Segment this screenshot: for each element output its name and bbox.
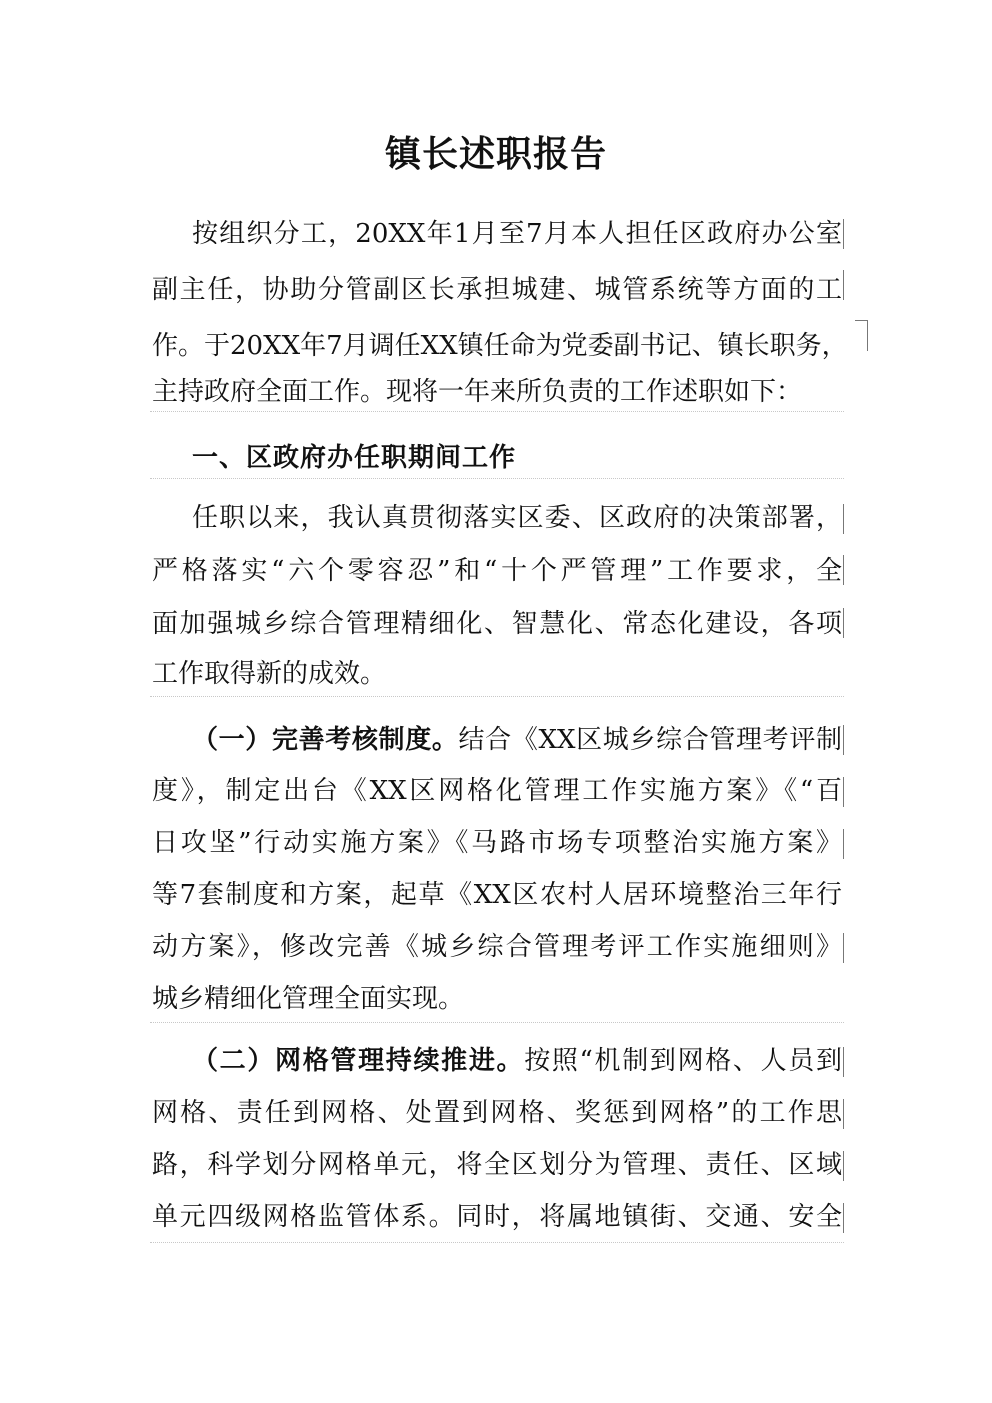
- item1-line-3: 日攻坚”行动实施方案》《马路市场专项整治实施方案》: [152, 828, 842, 858]
- paragraph-divider: [150, 411, 844, 412]
- margin-mark: [843, 270, 844, 300]
- item1-line-2: 度》，制定出台《XX区网格化管理工作实施方案》《“百: [152, 776, 842, 806]
- margin-corner-mark: [855, 320, 868, 351]
- item1-line-1: [192, 712, 842, 768]
- intro-line-2: 副主任，协助分管副区长承担城建、城管系统等方面的工: [152, 275, 842, 305]
- section-heading: 一、区政府办任职期间工作: [192, 443, 517, 473]
- section-para-line-3: 面加强城乡综合管理精细化、智慧化、常态化建设，各项: [152, 609, 842, 639]
- item2-line-3: 路，科学划分网格单元，将全区划分为管理、责任、区域: [152, 1150, 842, 1180]
- margin-mark: [843, 1151, 844, 1181]
- document-title: 镇长述职报告: [384, 133, 607, 175]
- item2-line-4: 单元四级网格监管体系。同时，将属地镇街、交通、安全: [152, 1202, 842, 1232]
- margin-mark: [843, 504, 844, 534]
- section-para-line-1: 任职以来，我认真贯彻落实区委、区政府的决策部署，: [192, 503, 842, 533]
- margin-mark: [843, 1047, 844, 1077]
- section-para-line-2: 严格落实“六个零容忍”和“十个严管理”工作要求，全: [152, 556, 842, 586]
- intro-line-4: 主持政府全面工作。现将一年来所负责的工作述职如下：: [152, 377, 803, 407]
- item1-line-5: 动方案》，修改完善《城乡综合管理考评工作实施细则》: [152, 932, 842, 962]
- paragraph-divider: [150, 1242, 844, 1243]
- margin-mark: [843, 777, 844, 807]
- margin-mark: [843, 933, 844, 963]
- item2-first-rest: 按照“机制到网格、人员到: [524, 1046, 842, 1076]
- item2-line-1: [192, 1033, 842, 1089]
- margin-mark: [843, 608, 844, 638]
- margin-mark: [843, 829, 844, 859]
- paragraph-divider: [150, 696, 844, 697]
- margin-mark: [843, 1099, 844, 1129]
- margin-mark: [843, 1203, 844, 1233]
- intro-line-3: 作。于20XX年7月调任XX镇任命为党委副书记、镇长职务，: [152, 331, 848, 361]
- intro-line-1: 按组织分工，20XX年1月至7月本人担任区政府办公室: [192, 219, 842, 249]
- item2-line-2: 网格、责任到网格、处置到网格、奖惩到网格”的工作思: [152, 1098, 842, 1128]
- item1-line-6: 城乡精细化管理全面实现。: [152, 984, 465, 1014]
- item1-line-4: 等7套制度和方案，起草《XX区农村人居环境整治三年行: [152, 880, 842, 910]
- item1-first-rest: 结合《XX区城乡综合管理考评制: [458, 725, 842, 755]
- paragraph-divider: [150, 1022, 844, 1023]
- item1-lead: （一）完善考核制度。: [192, 725, 459, 755]
- paragraph-divider: [150, 478, 844, 479]
- item2-lead: （二）网格管理持续推进。: [192, 1046, 525, 1076]
- margin-mark: [843, 555, 844, 585]
- section-para-line-4: 工作取得新的成效。: [152, 659, 387, 689]
- margin-mark: [843, 219, 844, 249]
- margin-mark: [843, 725, 844, 755]
